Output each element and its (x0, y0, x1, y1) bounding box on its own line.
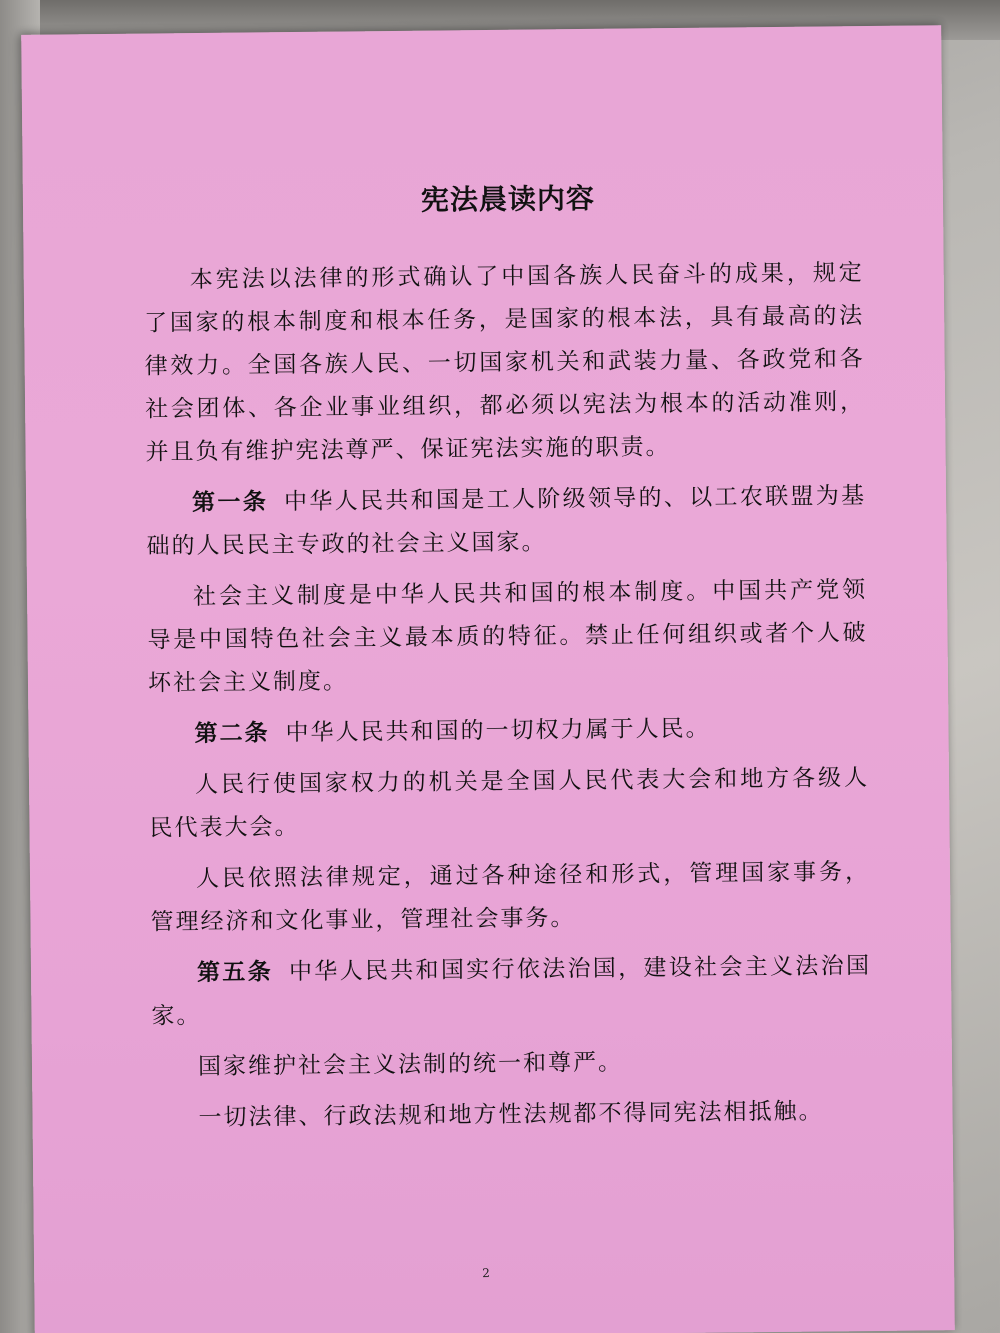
article-label: 第一条 (191, 489, 269, 517)
article-2-clause-2 (149, 757, 870, 851)
paragraph-text: 中华人民共和国是工人阶级领导的、以工农联盟为基础的人民民主专政的社会主义国家。 (146, 483, 867, 560)
article-2-clause-3 (150, 851, 871, 945)
article-5-paragraph (151, 945, 872, 1039)
article-1-clause-2 (147, 569, 868, 706)
paragraph-text: 本宪法以法律的形式确认了中国各族人民奋斗的成果，规定了国家的根本制度和根本任务，是国家的根本法，具有最高的法律效力。全国各族人民、一切国家机关和武装力量、各政党和各社会团体、各企业事业组织，都必须以宪法为根本的活动准则，并且负有维护宪法尊严、保证宪法实施的职责。 (144, 260, 866, 466)
paragraph-text: 社会主义制度是中华人民共和国的根本制度。中国共产党领导是中国特色社会主义最本质的特征。禁止任何组织或者个人破坏社会主义制度。 (147, 577, 868, 697)
article-5-clause-2 (152, 1039, 872, 1090)
paragraph-text: 人民行使国家权力的机关是全国人民代表大会和地方各级人民代表大会。 (149, 765, 870, 842)
paragraph-text: 一切法律、行政法规和地方性法规都不得同宪法相抵触。 (198, 1098, 824, 1132)
paragraph-text: 人民依照法律规定，通过各种途径和形式，管理国家事务，管理经济和文化事业，管理社会事务。 (150, 859, 871, 936)
article-5-clause-3 (152, 1090, 872, 1141)
article-label: 第二条 (194, 720, 270, 748)
document-title: 宪法晨读内容 (420, 181, 596, 217)
pink-paper-sheet (21, 25, 955, 1333)
article-1-paragraph (146, 475, 867, 569)
preamble-paragraph (144, 252, 866, 475)
paragraph-text: 中华人民共和国实行依法治国，建设社会主义法治国家。 (151, 953, 872, 1030)
page-number: 2 (482, 1266, 490, 1281)
paragraph-text: 国家维护社会主义法制的统一和尊严。 (197, 1049, 624, 1081)
document-body (143, 174, 873, 1148)
article-2-paragraph (148, 706, 868, 757)
paragraph-text: 中华人民共和国的一切权力属于人民。 (285, 715, 711, 747)
article-label: 第五条 (196, 959, 274, 987)
